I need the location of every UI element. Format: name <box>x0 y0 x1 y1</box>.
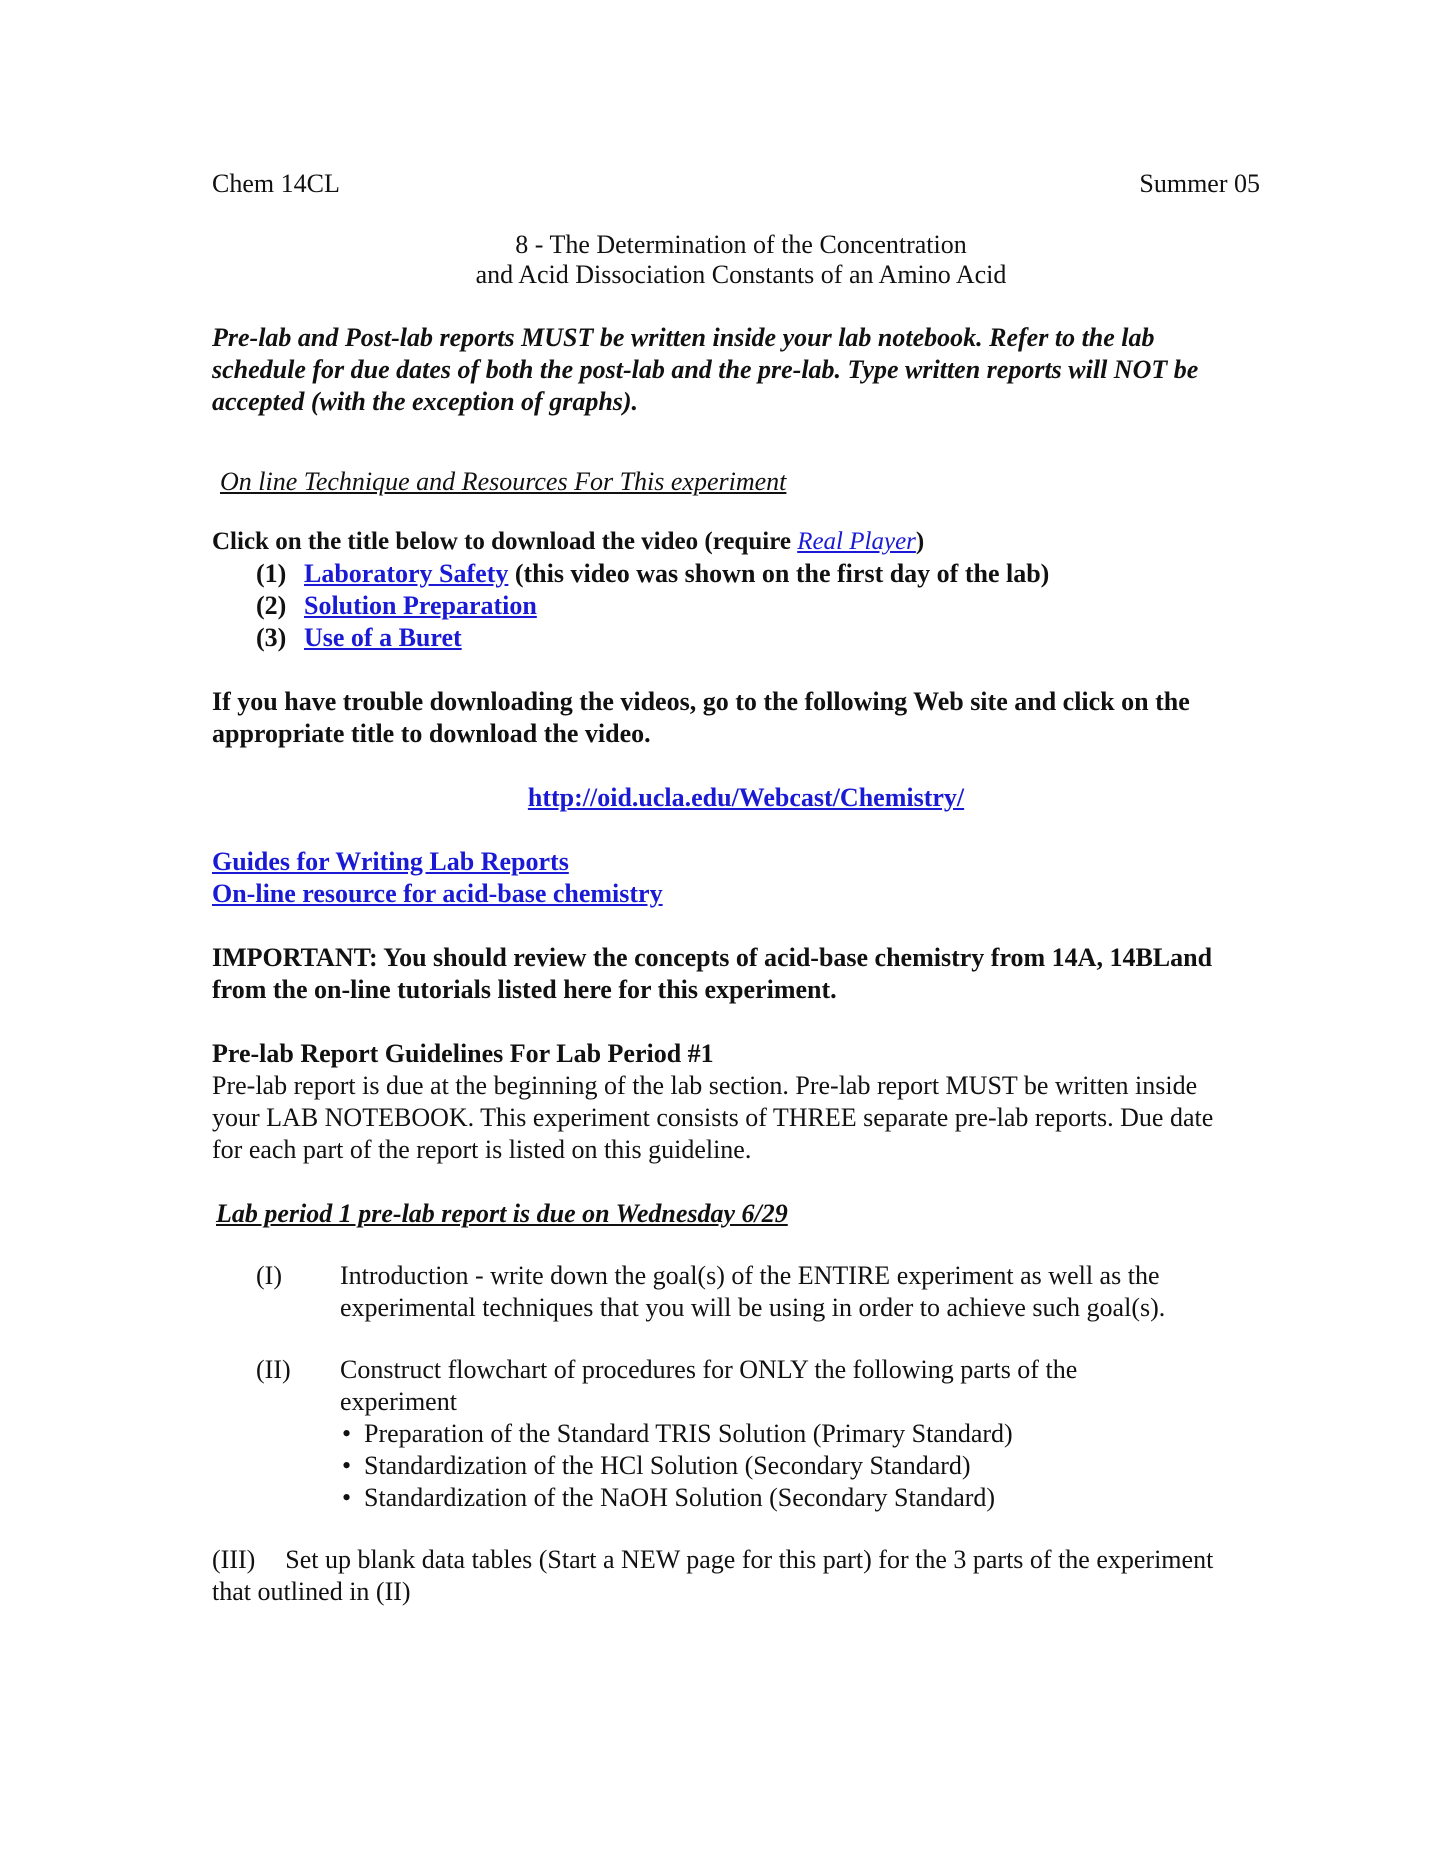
title-line-2: and Acid Dissociation Constants of an Amino Acid <box>475 260 1007 289</box>
step-numeral: (I) <box>256 1261 282 1290</box>
list-item <box>256 558 1260 590</box>
video-number: (1) <box>256 559 287 588</box>
video-number: (3) <box>256 623 287 652</box>
download-trouble-text: If you have trouble downloading the videos, go to the following Web site and click on the appropriate title to download the video. <box>212 687 1190 748</box>
list-item <box>256 590 1260 622</box>
title-line-1: 8 - The Determination of the Concentration <box>515 230 967 259</box>
important-note: IMPORTANT: You should review the concepts of acid-base chemistry from 14A, 14BLand from the on-line tutorials listed here for this experiment. <box>212 943 1213 1004</box>
list-item: • Standardization of the HCl Solution (Secondary Standard) <box>340 1450 1200 1482</box>
laboratory-safety-link[interactable]: Laboratory Safety <box>304 559 509 588</box>
list-item: • Preparation of the Standard TRIS Solution (Primary Standard) <box>340 1418 1200 1450</box>
video-number: (2) <box>256 591 287 620</box>
step-text: Set up blank data tables (Start a NEW page for this part) for the 3 parts of the experiment that outlined in (II) <box>212 1545 1214 1606</box>
webcast-url-link[interactable]: http://oid.ucla.edu/Webcast/Chemistry/ <box>527 783 965 812</box>
video-note: (this video was shown on the first day of the lab) <box>508 559 1050 588</box>
list-item <box>256 622 1260 654</box>
video-list <box>212 558 1260 654</box>
flowchart-parts-list <box>340 1418 1200 1514</box>
guides-links <box>212 846 1260 910</box>
prelab-heading: Pre-lab Report Guidelines For Lab Period #1 <box>212 1039 714 1068</box>
step-3 <box>212 1544 1232 1608</box>
step-numeral: (III) <box>212 1545 256 1574</box>
download-instructions <box>212 526 1260 558</box>
list-item: • Standardization of the NaOH Solution (Secondary Standard) <box>340 1482 1200 1514</box>
solution-preparation-link[interactable]: Solution Preparation <box>304 591 537 620</box>
download-instructions-text: Click on the title below to download the video (require <box>212 528 798 555</box>
due-date-heading: Lab period 1 pre-lab report is due on Wednesday 6/29 <box>216 1199 788 1228</box>
step-1 <box>212 1260 1260 1324</box>
report-notice: Pre-lab and Post-lab reports MUST be written inside your lab notebook. Refer to the lab schedule for due dates of both the post-lab and the pre-lab. Type written reports will NOT be accepted (with the exception of graphs). <box>212 323 1199 416</box>
step-numeral: (II) <box>256 1355 291 1384</box>
step-text: Introduction - write down the goal(s) of the ENTIRE experiment as well as the experimental techniques that you will be using in order to achieve such goal(s). <box>340 1261 1166 1322</box>
step-2 <box>212 1354 1260 1514</box>
use-of-buret-link[interactable]: Use of a Buret <box>304 623 462 652</box>
page-header <box>212 168 1260 200</box>
resources-heading: On line Technique and Resources For This experiment <box>220 467 787 496</box>
real-player-link[interactable]: Real Player <box>797 528 916 555</box>
writing-guides-link[interactable]: Guides for Writing Lab Reports <box>212 847 569 876</box>
download-instructions-close: ) <box>915 528 925 555</box>
step-text: Construct flowchart of procedures for ONLY the following parts of the experiment <box>340 1355 1078 1416</box>
prelab-body: Pre-lab report is due at the beginning of the lab section. Pre-lab report MUST be written inside your LAB NOTEBOOK. This experiment consists of THREE separate pre-lab reports. Due date for each part of the report is listed on this guideline. <box>212 1071 1214 1164</box>
term-label: Summer 05 <box>1139 169 1260 198</box>
document-page <box>212 168 1260 1608</box>
course-label: Chem 14CL <box>212 169 340 198</box>
document-title <box>212 230 1260 290</box>
acid-base-resource-link[interactable]: On-line resource for acid-base chemistry <box>212 879 663 908</box>
webcast-url-line <box>212 782 1260 814</box>
